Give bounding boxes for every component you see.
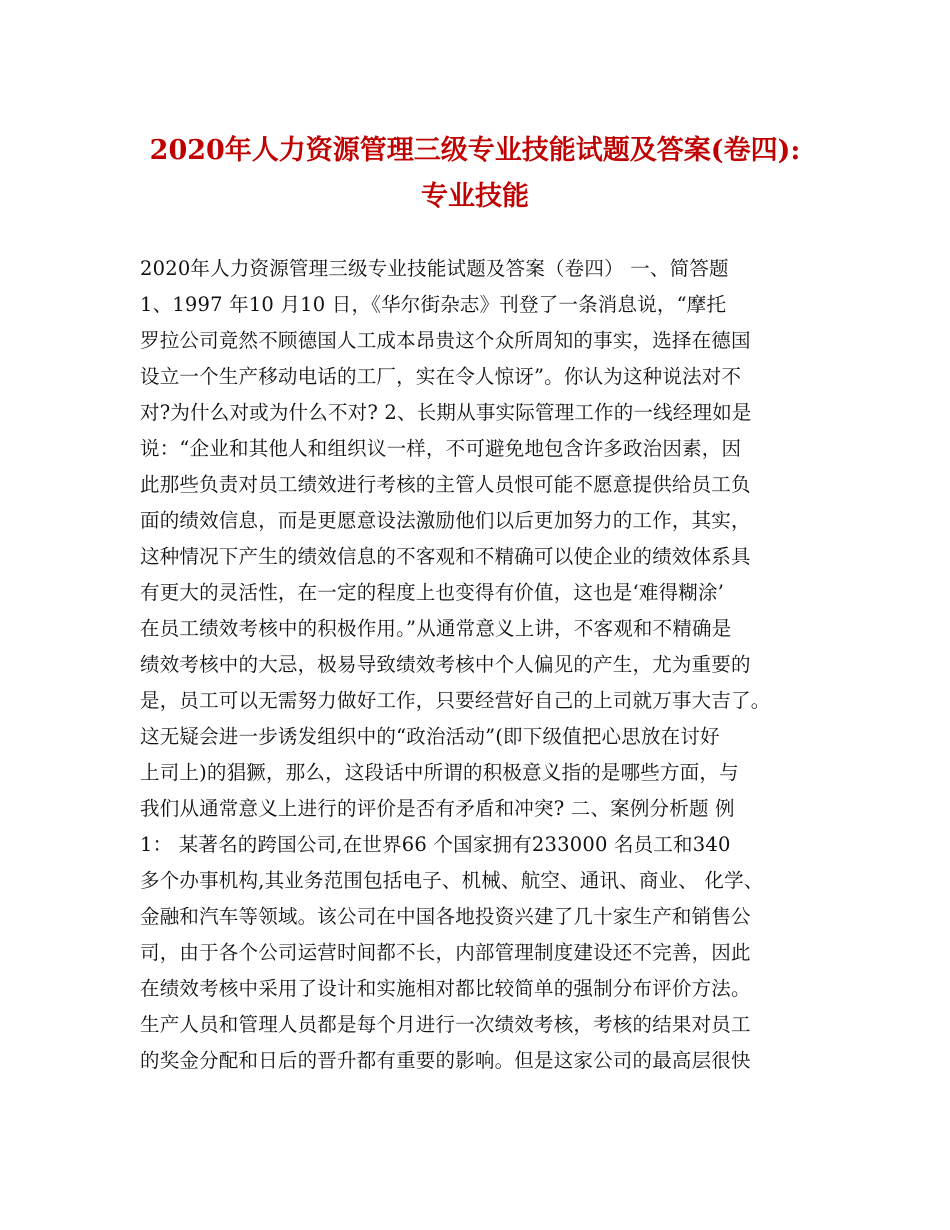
body-line: 在绩效考核中采用了设计和实施相对都比较简单的强制分布评价方法。	[140, 977, 751, 1000]
body-line: 有更大的灵活性，在一定的程度上也变得有价值，这也是‘难得糊涂’	[140, 581, 725, 604]
body-line: 此那些负责对员工绩效进行考核的主管人员恨可能不愿意提供给员工负	[140, 473, 751, 496]
body-line: 设立一个生产移动电话的工厂，实在令人惊讶”。你认为这种说法对不	[140, 365, 742, 388]
document-title-line-1: 2020年人力资源管理三级专业技能试题及答案(卷四):	[149, 135, 801, 166]
body-line: 面的绩效信息，而是更愿意设法激励他们以后更加努力的工作，其实，	[140, 509, 751, 532]
document-title-line-2: 专业技能	[421, 181, 529, 212]
body-line: 绩效考核中的大忌，极易导致绩效考核中个人偏见的产生，尤为重要的	[140, 653, 751, 676]
body-line: 这种情况下产生的绩效信息的不客观和不精确可以使企业的绩效体系具	[140, 545, 751, 568]
body-line: 罗拉公司竟然不顾德国人工成本昂贵这个众所周知的事实，选择在德国	[140, 329, 751, 352]
body-line: 生产人员和管理人员都是每个月进行一次绩效考核，考核的结果对员工	[140, 1013, 751, 1036]
body-line: 1、1997 年10 月10 日，《华尔街杂志》刊登了一条消息说，“摩托	[140, 293, 727, 316]
body-line: 的奖金分配和日后的晋升都有重要的影响。但是这家公司的最高层很快	[140, 1049, 751, 1072]
body-line: 这无疑会进一步诱发组织中的“政治活动”(即下级值把心思放在讨好	[140, 725, 720, 748]
body-line: 说：“企业和其他人和组织议一样，不可避免地包含许多政治因素，因	[140, 437, 742, 460]
body-line: 是，员工可以无需努力做好工作，只要经营好自己的上司就万事大吉了。	[140, 689, 771, 712]
body-line: 上司上)的猖獗，那么，这段话中所谓的积极意义指的是哪些方面，与	[140, 761, 739, 784]
body-line: 2020年人力资源管理三级专业技能试题及答案（卷四） 一、简答题	[140, 257, 729, 280]
body-line: 在员工绩效考核中的积极作用。”从通常意义上讲，不客观和不精确是	[140, 617, 732, 640]
body-line: 我们从通常意义上进行的评价是否有矛盾和冲突? 二、案例分析题 例	[140, 797, 735, 820]
body-line: 金融和汽车等领域。该公司在中国各地投资兴建了几十家生产和销售公	[140, 905, 751, 928]
body-line: 多个办事机构,其业务范围包括电子、机械、航空、通讯、商业、 化学、	[140, 869, 764, 892]
body-line: 对?为什么对或为什么不对? 2、长期从事实际管理工作的一线经理如是	[140, 401, 752, 424]
body-line: 司，由于各个公司运营时间都不长，内部管理制度建设还不完善，因此	[140, 941, 751, 964]
body-line: 1： 某著名的跨国公司,在世界66 个国家拥有233000 名员工和340	[140, 833, 731, 856]
